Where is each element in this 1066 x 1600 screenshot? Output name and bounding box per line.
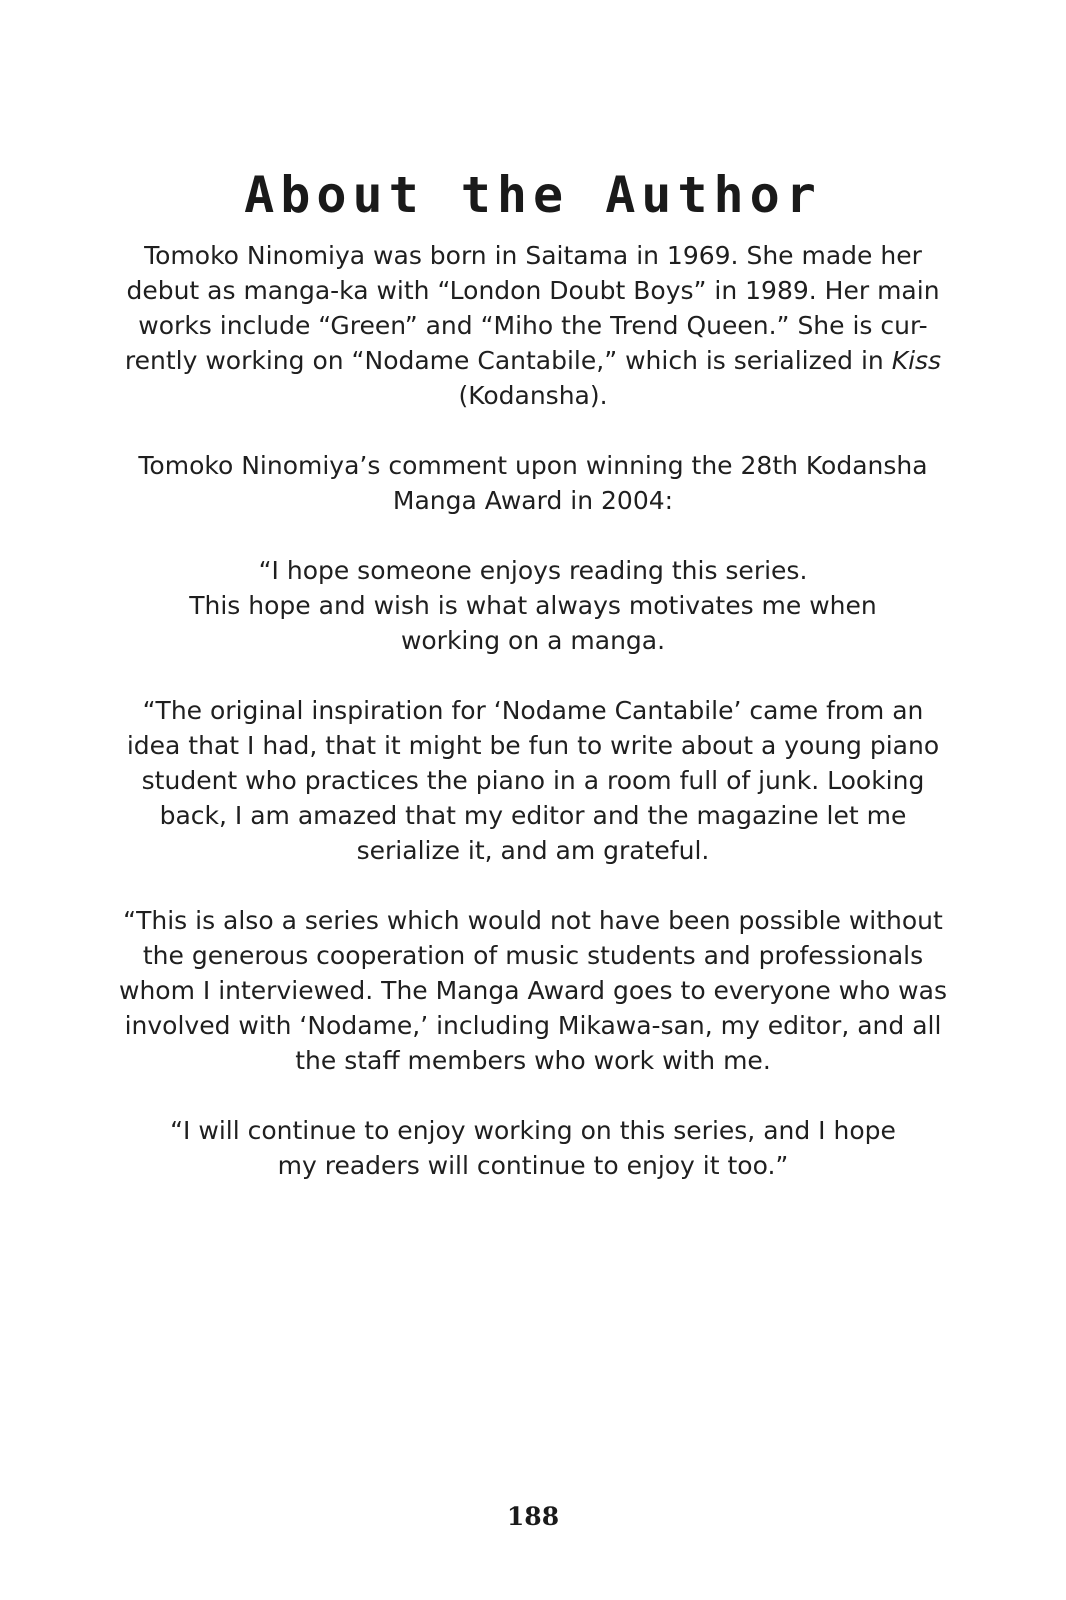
quote-paragraph-4: [100, 1113, 966, 1183]
text-line: debut as manga-ka with “London Doubt Boys” in 1989. Her main: [126, 276, 940, 305]
text-line: the staff members who work with me.: [295, 1046, 771, 1075]
bio-paragraph: [100, 238, 966, 413]
award-intro-paragraph: [100, 448, 966, 518]
quote-paragraph-3: [100, 903, 966, 1078]
text-line: the generous cooperation of music students and professionals: [142, 941, 924, 970]
text-line: back, I am amazed that my editor and the magazine let me: [159, 801, 907, 830]
text-line: [100, 343, 966, 378]
author-bio-body: [100, 238, 966, 1218]
text-line: idea that I had, that it might be fun to write about a young piano: [126, 731, 940, 760]
text-line: works include “Green” and “Miho the Trend Queen.” She is cur-: [138, 311, 928, 340]
text-line: “I will continue to enjoy working on this series, and I hope: [170, 1116, 896, 1145]
text-line: “The original inspiration for ‘Nodame Cantabile’ came from an: [142, 696, 924, 725]
text-line: my readers will continue to enjoy it too.”: [277, 1151, 789, 1180]
text-line: “I hope someone enjoys reading this series.: [258, 556, 808, 585]
text-line: “This is also a series which would not have been possible without: [123, 906, 943, 935]
text-line-segment: rently working on “Nodame Cantabile,” which is serialized in: [124, 346, 892, 375]
text-line: working on a manga.: [400, 626, 666, 655]
text-line: Tomoko Ninomiya’s comment upon winning the 28th Kodansha: [138, 451, 928, 480]
quote-paragraph-1: [100, 553, 966, 658]
text-line: involved with ‘Nodame,’ including Mikawa-san, my editor, and all: [124, 1011, 942, 1040]
text-line: This hope and wish is what always motivates me when: [189, 591, 877, 620]
page-title: About the Author: [244, 166, 822, 224]
text-line: (Kodansha).: [458, 381, 608, 410]
text-line: serialize it, and am grateful.: [356, 836, 710, 865]
quote-paragraph-2: [100, 693, 966, 868]
text-line: Tomoko Ninomiya was born in Saitama in 1969. She made her: [144, 241, 922, 270]
text-line: Manga Award in 2004:: [392, 486, 674, 515]
text-line: whom I interviewed. The Manga Award goes to everyone who was: [119, 976, 947, 1005]
text-line: student who practices the piano in a room full of junk. Looking: [141, 766, 925, 795]
page-number: 188: [506, 1502, 560, 1531]
magazine-name: Kiss: [891, 346, 942, 375]
